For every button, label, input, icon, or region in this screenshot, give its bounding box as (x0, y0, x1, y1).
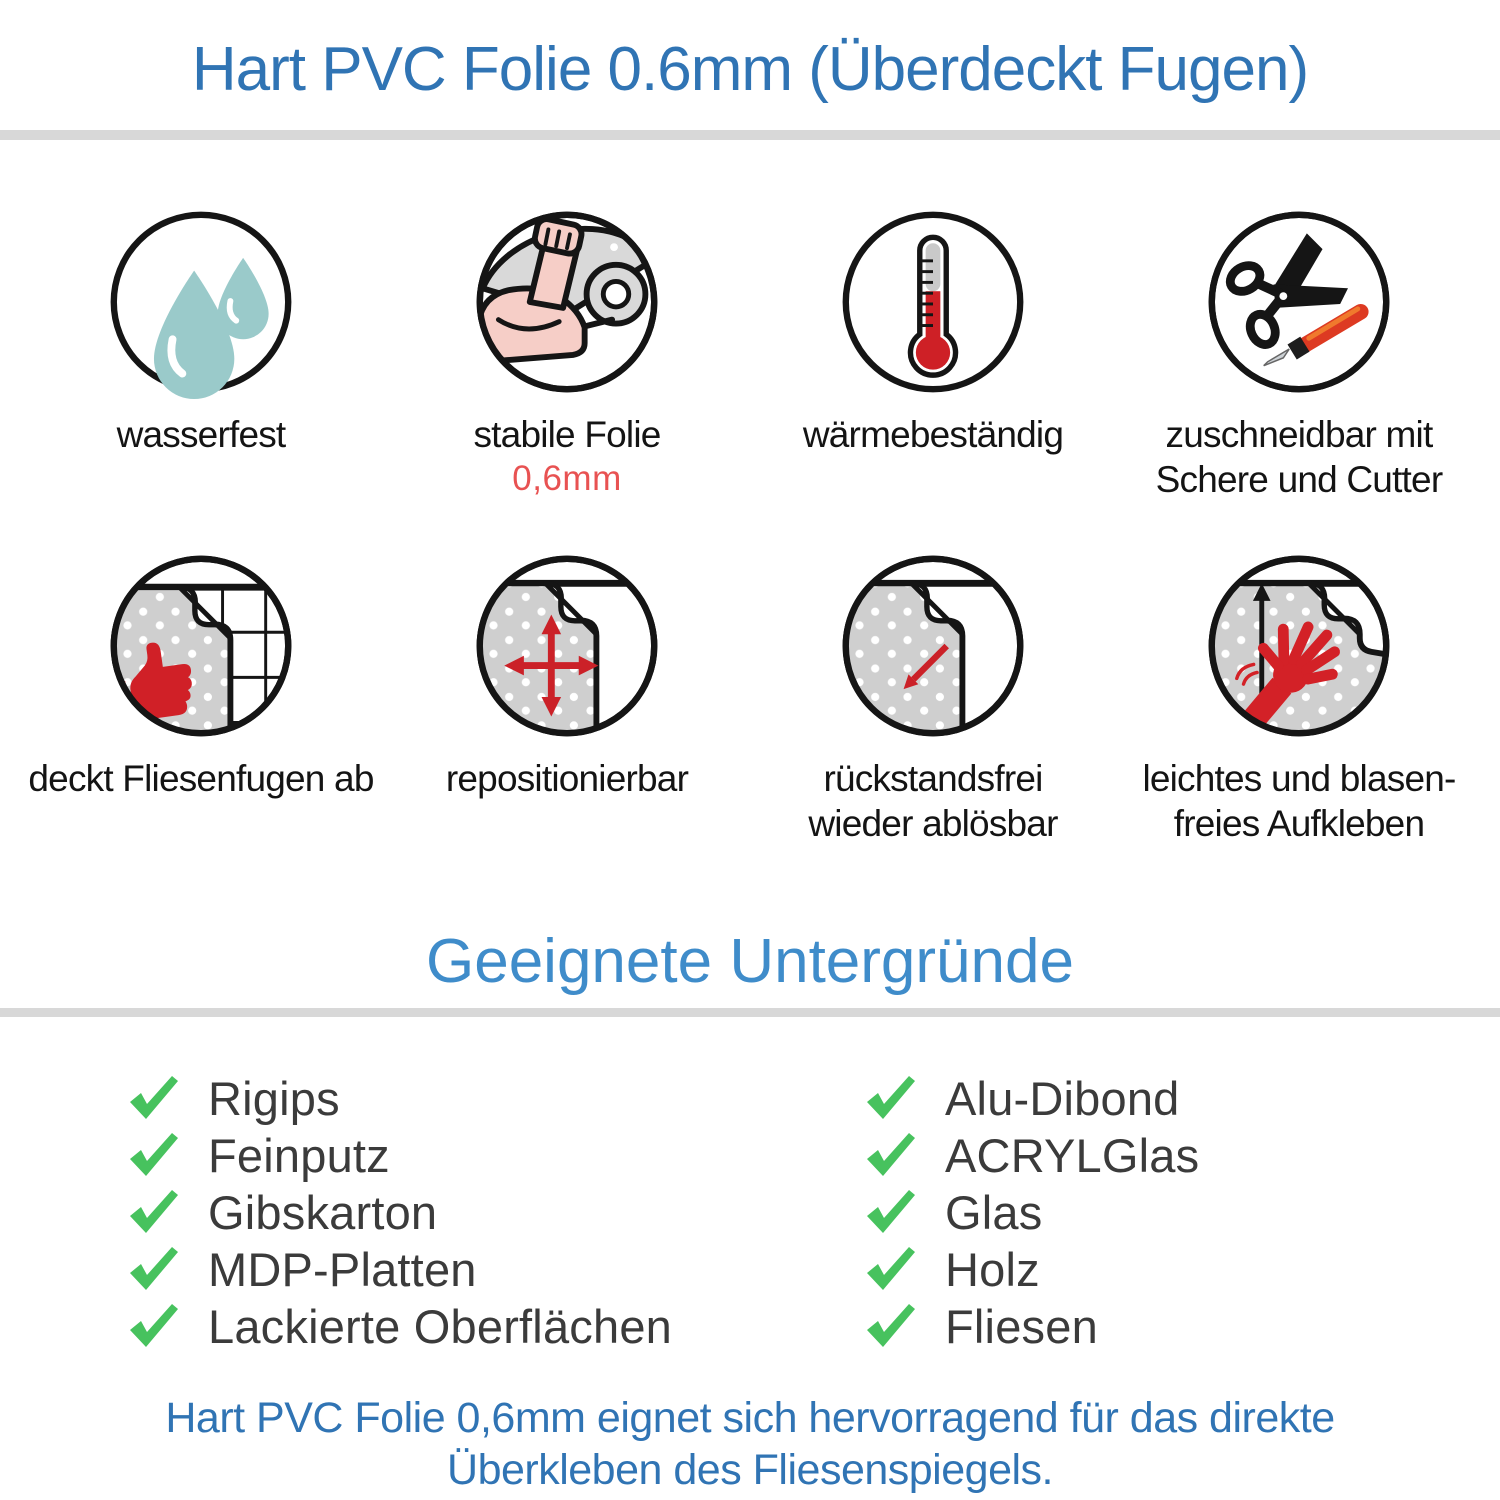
checkmark-icon (865, 1190, 917, 1236)
feature-label: leichtes und blasen- freies Aufkleben (1142, 758, 1456, 844)
list-item (865, 1128, 1199, 1183)
list-item (128, 1185, 750, 1240)
list-item (128, 1071, 750, 1126)
hand-smoothing-foil-icon (1201, 548, 1397, 744)
feature-row-2 (0, 548, 1500, 846)
list-item (865, 1071, 1199, 1126)
feature-easy-bubble-free (1116, 548, 1482, 846)
page-title: Hart PVC Folie 0.6mm (Überdeckt Fugen) (191, 35, 1309, 104)
list-item (865, 1242, 1199, 1297)
list-item-label: Rigips (208, 1072, 340, 1125)
peel-off-arrow-foil-icon (835, 548, 1031, 744)
list-item (865, 1299, 1199, 1354)
substrate-lists (0, 1071, 1500, 1356)
feature-sublabel-thickness: 0,6mm (512, 459, 622, 498)
feature-label: stabile Folie (473, 414, 661, 455)
feature-label: wasserfest (116, 414, 286, 455)
checkmark-icon (128, 1247, 180, 1293)
checkmark-icon (128, 1133, 180, 1179)
scissors-cutter-icon (1201, 204, 1397, 400)
thermometer-icon (835, 204, 1031, 400)
list-item-label: ACRYLGlas (945, 1129, 1200, 1182)
list-item-label: Gibskarton (208, 1186, 438, 1239)
list-item (128, 1242, 750, 1297)
substrate-list-left (128, 1071, 750, 1356)
section-heading-substrates: Geeignete Untergründe (425, 927, 1074, 996)
feature-label: wärmebeständig (802, 414, 1064, 455)
list-item-label: Holz (945, 1243, 1040, 1296)
feature-label: rückstandsfrei wieder ablösbar (808, 758, 1058, 844)
list-item (128, 1299, 750, 1354)
feature-residue-free-removal (750, 548, 1116, 846)
feature-cuttable (1116, 204, 1482, 502)
feature-label: zuschneidbar mit Schere und Cutter (1155, 414, 1443, 500)
divider-bar (0, 130, 1500, 140)
checkmark-icon (865, 1133, 917, 1179)
checkmark-icon (865, 1304, 917, 1350)
list-item-label: MDP-Platten (208, 1243, 477, 1296)
list-item-label: Fliesen (945, 1300, 1098, 1353)
list-item-label: Feinputz (208, 1129, 390, 1182)
substrate-list-right (865, 1071, 1199, 1356)
feature-heat-resistant (750, 204, 1116, 502)
list-item (865, 1185, 1199, 1240)
footer-note: Hart PVC Folie 0,6mm eignet sich hervorragend für das direkte Überkleben des Fliesenspiegels. (165, 1394, 1335, 1494)
checkmark-icon (865, 1076, 917, 1122)
list-item (128, 1128, 750, 1183)
feature-stable-foil (384, 204, 750, 502)
thumbs-up-tiles-icon (103, 548, 299, 744)
feature-label: repositionierbar (445, 758, 689, 799)
feature-waterproof (18, 204, 384, 502)
feature-row-1 (0, 204, 1500, 502)
water-drops-icon (103, 204, 299, 400)
feature-covers-tile-joints (18, 548, 384, 846)
checkmark-icon (128, 1190, 180, 1236)
list-item-label: Alu-Dibond (945, 1072, 1180, 1125)
list-item-label: Glas (945, 1186, 1043, 1239)
feature-label: deckt Fliesenfugen ab (28, 758, 374, 799)
checkmark-icon (128, 1304, 180, 1350)
muscle-arm-foil-icon (469, 204, 665, 400)
move-arrows-foil-icon (469, 548, 665, 744)
divider-bar (0, 1008, 1500, 1017)
checkmark-icon (128, 1076, 180, 1122)
list-item-label: Lackierte Oberflächen (208, 1300, 673, 1353)
feature-repositionable (384, 548, 750, 846)
checkmark-icon (865, 1247, 917, 1293)
